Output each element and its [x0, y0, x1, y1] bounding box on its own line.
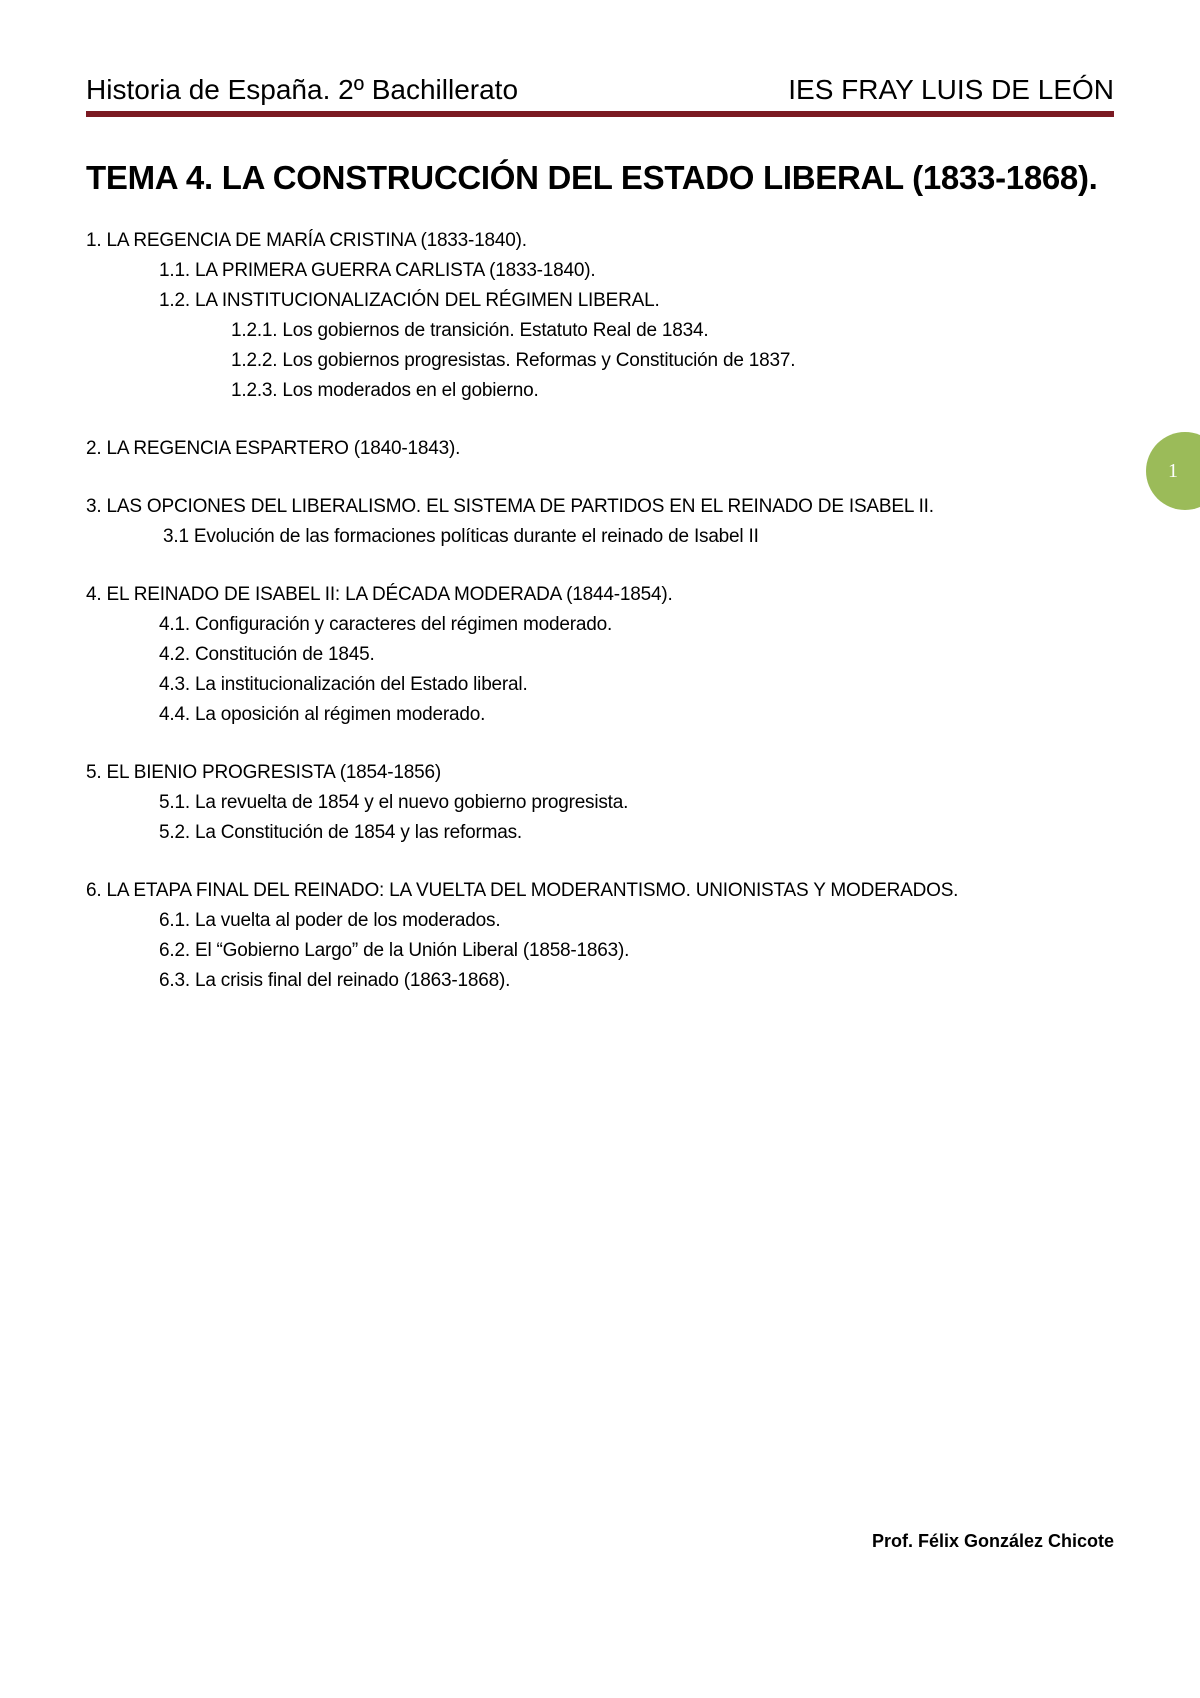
- outline-heading-1: 1. LA REGENCIA DE MARÍA CRISTINA (1833-1840).: [86, 230, 527, 251]
- outline-item-1-2-2: 1.2.2. Los gobiernos progresistas. Reformas y Constitución de 1837.: [231, 350, 796, 371]
- outline-item-4-4: 4.4. La oposición al régimen moderado.: [159, 704, 486, 725]
- outline-item-4-2: 4.2. Constitución de 1845.: [159, 644, 375, 665]
- outline-heading-2: 2. LA REGENCIA ESPARTERO (1840-1843).: [86, 438, 461, 459]
- outline-item-6-1: 6.1. La vuelta al poder de los moderados.: [159, 910, 501, 931]
- outline-item-4-1: 4.1. Configuración y caracteres del régimen moderado.: [159, 614, 613, 635]
- outline-item-3-1: 3.1 Evolución de las formaciones políticas durante el reinado de Isabel II: [163, 526, 759, 547]
- outline-heading-6: 6. LA ETAPA FINAL DEL REINADO: LA VUELTA DEL MODERANTISMO. UNIONISTAS Y MODERADOS.: [86, 880, 959, 901]
- outline-spacer: [86, 552, 1126, 580]
- outline-item-1-1: 1.1. LA PRIMERA GUERRA CARLISTA (1833-1840).: [159, 260, 596, 281]
- outline-heading-3: 3. LAS OPCIONES DEL LIBERALISMO. EL SISTEMA DE PARTIDOS EN EL REINADO DE ISABEL II.: [86, 496, 934, 517]
- page-number-badge: 1: [1146, 432, 1200, 510]
- outline-item-4-3: 4.3. La institucionalización del Estado liberal.: [159, 674, 528, 695]
- outline-item-6-3: 6.3. La crisis final del reinado (1863-1868).: [159, 970, 511, 991]
- outline-spacer: [86, 406, 1126, 434]
- outline-item-1-2-3: 1.2.3. Los moderados en el gobierno.: [231, 380, 539, 401]
- outline-item-5-2: 5.2. La Constitución de 1854 y las reformas.: [159, 822, 522, 843]
- outline-item-1-2-1: 1.2.1. Los gobiernos de transición. Estatuto Real de 1834.: [231, 320, 709, 341]
- page-header: [86, 72, 1114, 108]
- header-divider: [86, 111, 1114, 117]
- outline-spacer: [86, 464, 1126, 492]
- document-title: TEMA 4. LA CONSTRUCCIÓN DEL ESTADO LIBERAL (1833-1868).: [86, 159, 1098, 196]
- topic-outline: [86, 226, 1126, 996]
- outline-spacer: [86, 730, 1126, 758]
- outline-spacer: [86, 848, 1126, 876]
- author-signature: Prof. Félix González Chicote: [871, 1531, 1114, 1551]
- outline-heading-5: 5. EL BIENIO PROGRESISTA (1854-1856): [86, 762, 442, 783]
- header-school-name: IES FRAY LUIS DE LEÓN: [788, 74, 1114, 105]
- outline-heading-4: 4. EL REINADO DE ISABEL II: LA DÉCADA MODERADA (1844-1854).: [86, 584, 673, 605]
- header-course-title: Historia de España. 2º Bachillerato: [86, 74, 519, 105]
- outline-item-1-2: 1.2. LA INSTITUCIONALIZACIÓN DEL RÉGIMEN LIBERAL.: [159, 290, 660, 311]
- outline-item-5-1: 5.1. La revuelta de 1854 y el nuevo gobierno progresista.: [159, 792, 629, 813]
- outline-item-6-2: 6.2. El “Gobierno Largo” de la Unión Liberal (1858-1863).: [159, 940, 630, 961]
